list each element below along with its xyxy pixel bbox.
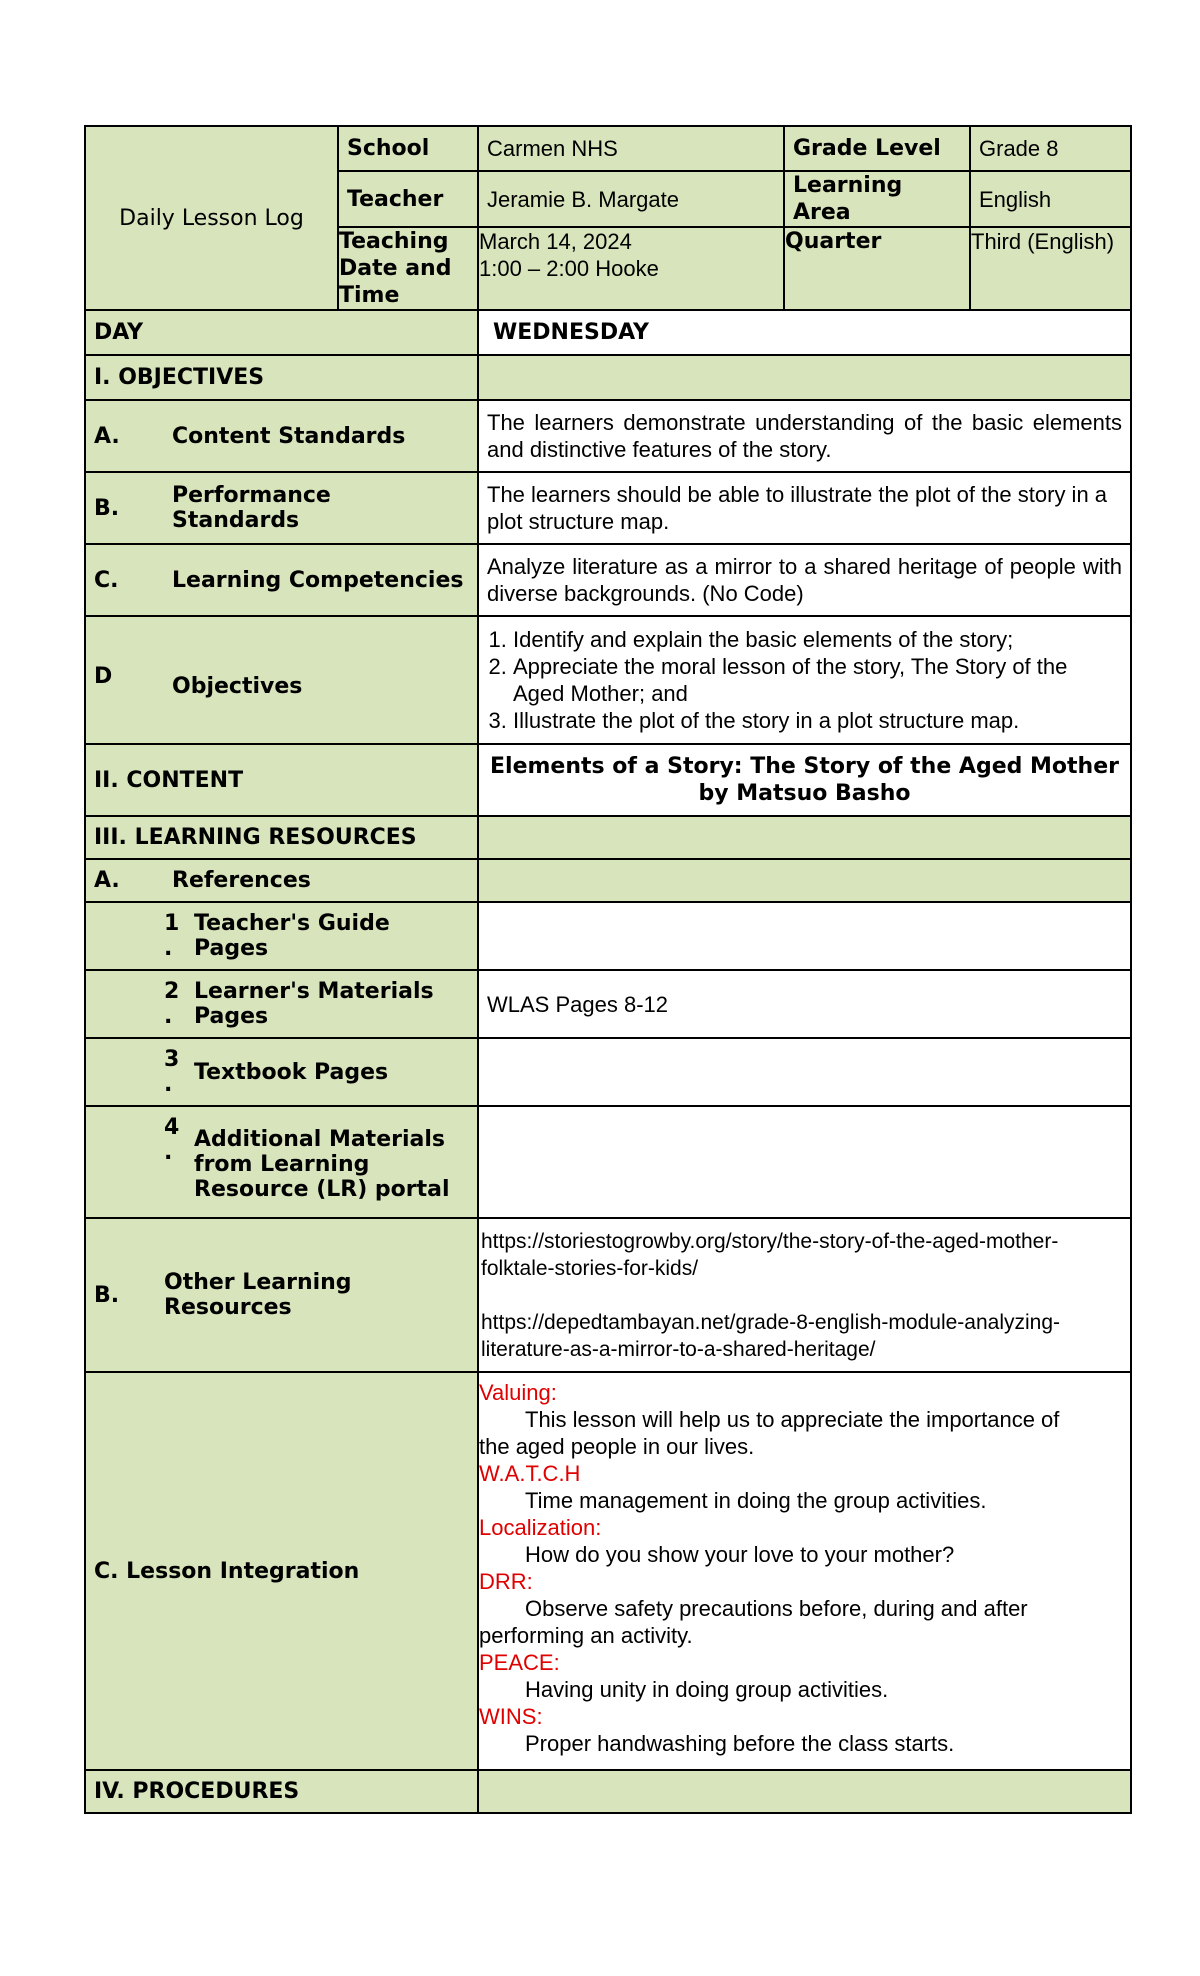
valuing-title: Valuing: (479, 1380, 557, 1405)
content-heading: II. CONTENT (85, 744, 478, 816)
school-label: School (338, 126, 478, 171)
daily-lesson-log-table (84, 125, 1132, 1814)
teachers-guide-label: 1 . Teacher's Guide Pages (85, 902, 478, 970)
teacher-value: Jeramie B. Margate (478, 171, 784, 227)
learning-area-label: Learning Area (784, 171, 970, 227)
lesson-integration-label: C. Lesson Integration (85, 1372, 478, 1770)
textbook-pages-label: 3 . Textbook Pages (85, 1038, 478, 1106)
teaching-date-value: March 14, 2024 1:00 – 2:00 Hooke (478, 227, 784, 310)
references-empty (478, 859, 1131, 902)
day-label: DAY (85, 310, 478, 355)
references-label: A. References (85, 859, 478, 902)
performance-standards-label: B. Performance Standards (85, 472, 478, 544)
learners-materials-label: 2 . Learner's Materials Pages (85, 970, 478, 1038)
learning-resources-empty (478, 816, 1131, 859)
grade-level-label: Grade Level (784, 126, 970, 171)
peace-title: PEACE: (479, 1650, 560, 1675)
resource-link[interactable]: folktale-stories-for-kids/ (481, 1256, 699, 1280)
learning-area-value: English (970, 171, 1131, 227)
log-title: Daily Lesson Log (85, 126, 338, 310)
performance-standards-value: The learners should be able to illustrate the plot of the story in a plot structure map. (478, 472, 1131, 544)
day-value: WEDNESDAY (478, 310, 1131, 355)
teacher-label: Teacher (338, 171, 478, 227)
textbook-pages-value (478, 1038, 1131, 1106)
grade-level-value: Grade 8 (970, 126, 1131, 171)
quarter-label: Quarter (784, 227, 970, 310)
objectives-heading: I. OBJECTIVES (85, 355, 478, 400)
procedures-heading: IV. PROCEDURES (85, 1770, 478, 1813)
additional-materials-label: 4 . Additional Materials from Learning Resource (LR) portal (85, 1106, 478, 1218)
teachers-guide-value (478, 902, 1131, 970)
resource-link[interactable]: literature-as-a-mirror-to-a-shared-heritage/ (481, 1337, 876, 1361)
objectives-label: D Objectives (85, 616, 478, 744)
learners-materials-value: WLAS Pages 8-12 (478, 970, 1131, 1038)
objective-item: 3. Illustrate the plot of the story in a plot structure map. (513, 707, 1122, 734)
objective-item: 2. Appreciate the moral lesson of the story, The Story of the Aged Mother; and (513, 653, 1122, 707)
teaching-date-label: Teaching Date and Time (338, 227, 478, 310)
learning-resources-heading: III. LEARNING RESOURCES (85, 816, 478, 859)
content-standards-label: A. Content Standards (85, 400, 478, 472)
lesson-integration-content: Valuing: This lesson will help us to appreciate the importance of the aged people in our lives. W.A.T.C.H Time management in doing the group activities. Localization: How do you show your love to your mother? DRR: Observe safety precautions before, during and after performing an activity. PEACE: Having unity in doing group activities. WINS: Proper handwashing before the class starts. (478, 1372, 1131, 1770)
quarter-value: Third (English) (970, 227, 1131, 310)
school-value: Carmen NHS (478, 126, 784, 171)
objectives-heading-empty (478, 355, 1131, 400)
drr-title: DRR: (479, 1569, 533, 1594)
content-standards-value: The learners demonstrate understanding of the basic elements and distinctive features of the story. (478, 400, 1131, 472)
watch-title: W.A.T.C.H (479, 1461, 581, 1486)
learning-competencies-label: C. Learning Competencies (85, 544, 478, 616)
wins-title: WINS: (479, 1704, 543, 1729)
content-title: Elements of a Story: The Story of the Aged Mother by Matsuo Basho (478, 744, 1131, 816)
other-resources-label: B. Other Learning Resources (85, 1218, 478, 1372)
objective-item: 1. Identify and explain the basic elements of the story; (513, 626, 1122, 653)
localization-title: Localization: (479, 1515, 602, 1540)
procedures-empty (478, 1770, 1131, 1813)
learning-competencies-value: Analyze literature as a mirror to a shared heritage of people with diverse backgrounds. (No Code) (478, 544, 1131, 616)
resource-link[interactable]: https://storiestogrowby.org/story/the-story-of-the-aged-mother- (481, 1229, 1059, 1253)
objectives-list (478, 616, 1131, 744)
additional-materials-value (478, 1106, 1131, 1218)
resource-link[interactable]: https://depedtambayan.net/grade-8-english-module-analyzing- (481, 1310, 1061, 1334)
other-resources-links (478, 1218, 1131, 1372)
